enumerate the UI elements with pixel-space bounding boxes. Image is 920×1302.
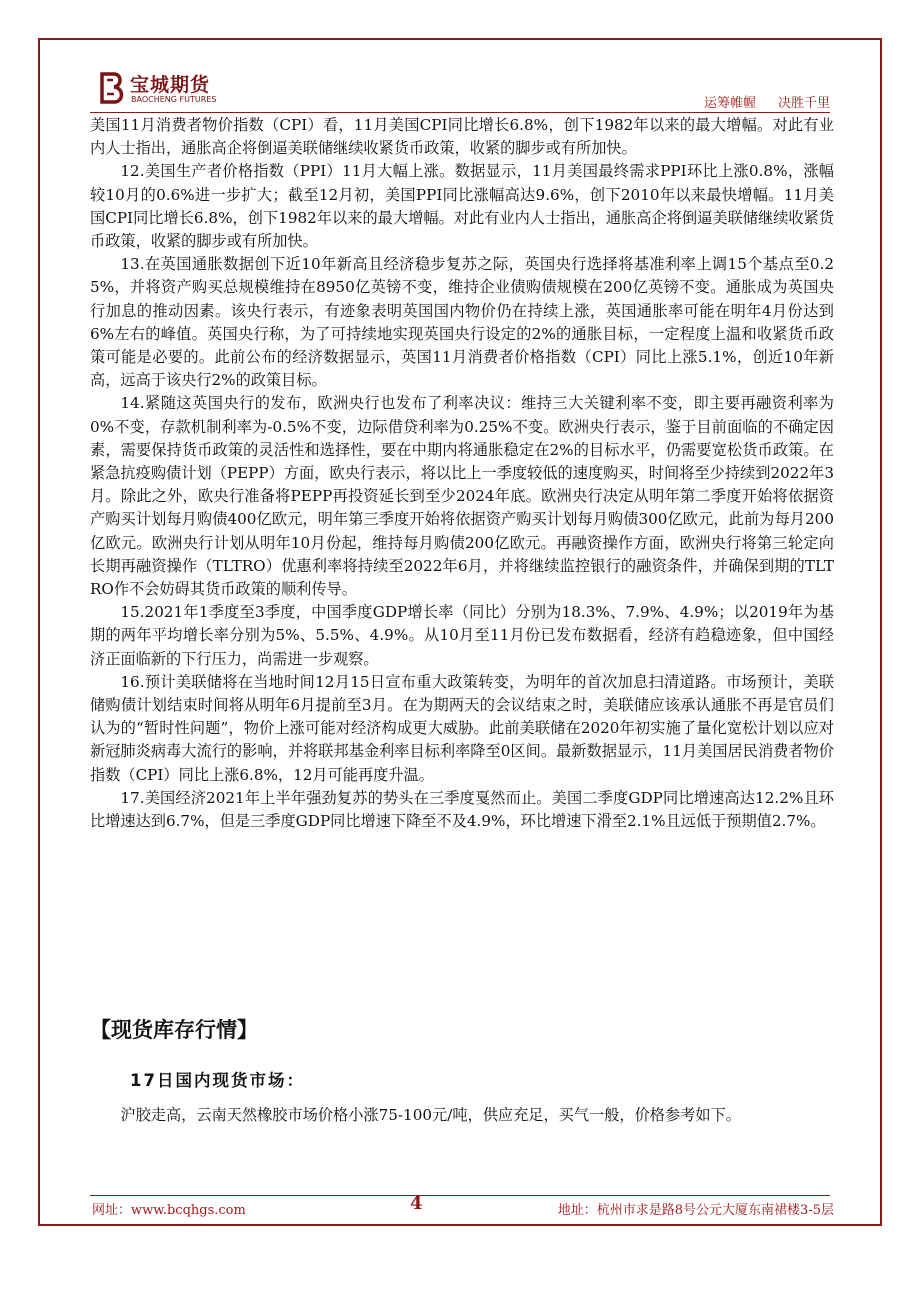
paragraph-13: 13.在英国通胀数据创下近10年新高且经济稳步复苏之际，英国央行选择将基准利率上调15个基点至0.25%，并将资产购买总规模维持在8950亿英镑不变，维持企业债购债规模在200亿英镑不变。通胀成为英国央行加息的推动因素。该央行表示，有迹象表明英国国内物价仍在持续上涨，英国通胀率可能在明年4月份达到6%左右的峰值。英国央行称，为了可持续地实现英国央行设定的2%的通胀目标，一定程度上温和收紧货币政策可能是必要的。此前公布的经济数据显示，英国11月消费者价格指数（CPI）同比上涨5.1%，创近10年新高，远高于该央行2%的政策目标。 <box>90 255 834 390</box>
paragraph-16: 16.预计美联储将在当地时间12月15日宣布重大政策转变，为明年的首次加息扫清道路。市场预计，美联储购债计划结束时间将从明年6月提前至3月。在为期两天的会议结束之时，美联储应该承认通胀不再是官员们认为的“暂时性问题”，物价上涨可能对经济构成更大威胁。此前美联储在2020年初实施了量化宽松计划以应对新冠肺炎病毒大流行的影响，并将联邦基金利率目标利率降至0区间。最新数据显示，11月美国居民消费者物价指数（CPI）同比上涨6.8%，12月可能再度升温。 <box>90 672 834 784</box>
header-divider <box>90 112 830 113</box>
logo-english-name: BAOCHENG FUTURES <box>131 95 217 104</box>
paragraph-15: 15.2021年1季度至3季度，中国季度GDP增长率（同比）分别为18.3%、7.9%、4.9%；以2019年为基期的两年平均增长率分别为5%、5.5%、4.9%。从10月至11月份已发布数据看，经济有趋稳迹象，但中国经济正面临新的下行压力，尚需进一步观察。 <box>90 603 834 668</box>
paragraph-14: 14.紧随这英国央行的发布，欧洲央行也发布了利率决议：维持三大关键利率不变，即主要再融资利率为0%不变，存款机制利率为-0.5%不变，边际借贷利率为0.25%不变。欧洲央行表示，鉴于目前面临的不确定因素，需要保持货币政策的灵活性和选择性，要在中期内将通胀稳定在2%的目标水平，仍需要宽松货币政策。在紧急抗疫购债计划（PEPP）方面，欧央行表示，将以比上一季度较低的速度购买，时间将至少持续到2022年3月。除此之外，欧央行准备将PEPP再投资延长到至少2024年底。欧洲央行决定从明年第二季度开始将依据资产购买计划每月购债400亿欧元，明年第三季度开始将依据资产购买计划每月购债300亿欧元，此前为每月200亿欧元。欧洲央行计划从明年10月份起，维持每月购债200亿欧元。再融资操作方面，欧洲央行将第三轮定向长期再融资操作（TLTRO）优惠利率将持续至2022年6月，并将继续监控银行的融资条件，并确保到期的TLTRO作不会妨碍其货币政策的顺利传导。 <box>90 394 834 599</box>
paragraph-12: 12.美国生产者价格指数（PPI）11月大幅上涨。数据显示，11月美国最终需求PPI环比上涨0.8%，涨幅较10月的0.6%进一步扩大；截至12月初，美国PPI同比涨幅高达9.6%，创下2010年以来最快增幅。11月美国CPI同比增长6.8%，创下1982年以来的最大增幅。对此有业内人士指出，通胀高企将倒逼美联储继续收紧货币政策，收紧的脚步或有所加快。 <box>90 162 834 251</box>
news-body <box>90 114 834 833</box>
footer-website[interactable]: 网址：www.bcqhgs.com <box>92 1203 246 1218</box>
section-title: 【现货库存行情】 <box>90 1018 258 1042</box>
footer-address: 地址：杭州市求是路8号公元大厦东南裙楼3-5层 <box>557 1203 834 1218</box>
logo-chinese-name: 宝城期货 <box>130 74 211 96</box>
header-slogans <box>704 92 830 111</box>
slogan-2: 决胜千里 <box>777 96 830 111</box>
baocheng-logo-icon <box>98 72 126 104</box>
slogan-1: 运筹帷幄 <box>703 96 756 111</box>
page-number: 4 <box>410 1193 423 1214</box>
footer-divider <box>90 1195 830 1196</box>
market-paragraph: 沪胶走高，云南天然橡胶市场价格小涨75-100元/吨，供应充足，买气一般，价格参考如下。 <box>120 1106 741 1124</box>
sub-title: 17日国内现货市场： <box>130 1071 305 1090</box>
company-logo <box>98 70 238 110</box>
paragraph-11-continued: 美国11月消费者物价指数（CPI）看，11月美国CPI同比增长6.8%，创下1982年以来的最大增幅。对此有业内人士指出，通胀高企将倒逼美联储继续收紧货币政策，收紧的脚步或有所加快。 <box>90 116 834 158</box>
paragraph-17: 17.美国经济2021年上半年强劲复苏的势头在三季度戛然而止。美国二季度GDP同比增速高达12.2%且环比增速达到6.7%，但是三季度GDP同比增速下降至不及4.9%，环比增速下滑至2.1%且远低于预期值2.7%。 <box>90 788 834 831</box>
